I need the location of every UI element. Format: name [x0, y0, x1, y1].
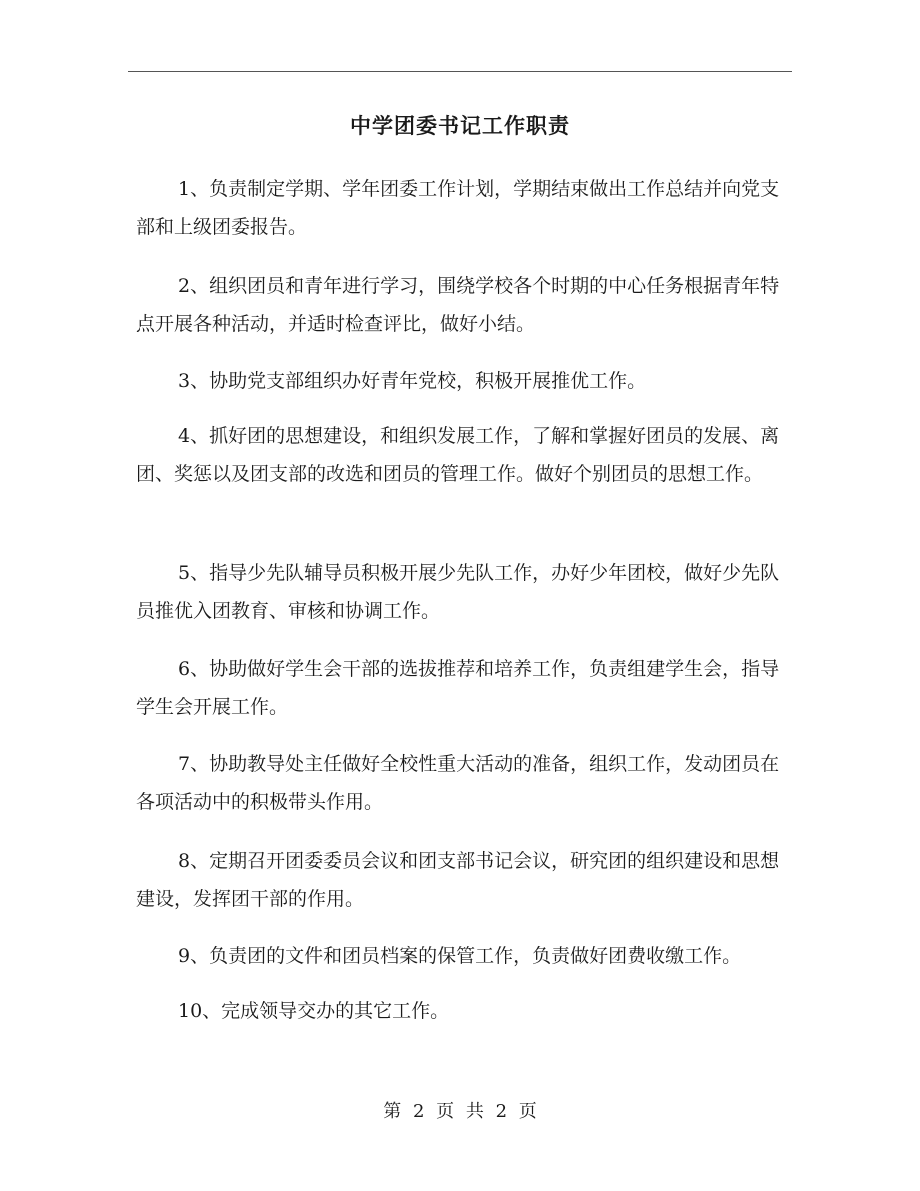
- page-number-footer: 第 2 页 共 2 页: [383, 1101, 537, 1122]
- clause-item: 1、负责制定学期、学年团委工作计划，学期结束做出工作总结并向党支部和上级团委报告。: [136, 178, 780, 238]
- clause-item: 4、抓好团的思想建设，和组织发展工作，了解和掌握好团员的发展、离团、奖惩以及团支部的改选和团员的管理工作。做好个别团员的思想工作。: [136, 425, 780, 485]
- document-title: 中学团委书记工作职责: [350, 113, 570, 138]
- header-rule: [128, 71, 792, 72]
- clause-item: 3、协助党支部组织办好青年党校，积极开展推优工作。: [178, 370, 647, 392]
- clause-item: 9、负责团的文件和团员档案的保管工作，负责做好团费收缴工作。: [178, 945, 742, 967]
- clause-item: 6、协助做好学生会干部的选拔推荐和培养工作，负责组建学生会，指导学生会开展工作。: [136, 658, 780, 718]
- clause-item: 8、定期召开团委委员会议和团支部书记会议，研究团的组织建设和思想建设，发挥团干部的作用。: [136, 850, 780, 910]
- clause-item: 7、协助教导处主任做好全校性重大活动的准备，组织工作，发动团员在各项活动中的积极带头作用。: [136, 753, 780, 813]
- clause-item: 2、组织团员和青年进行学习，围绕学校各个时期的中心任务根据青年特点开展各种活动，并适时检查评比，做好小结。: [136, 275, 780, 335]
- clause-item: 10、完成领导交办的其它工作。: [178, 1000, 450, 1022]
- clause-item: 5、指导少先队辅导员积极开展少先队工作，办好少年团校，做好少先队员推优入团教育、审核和协调工作。: [136, 562, 780, 622]
